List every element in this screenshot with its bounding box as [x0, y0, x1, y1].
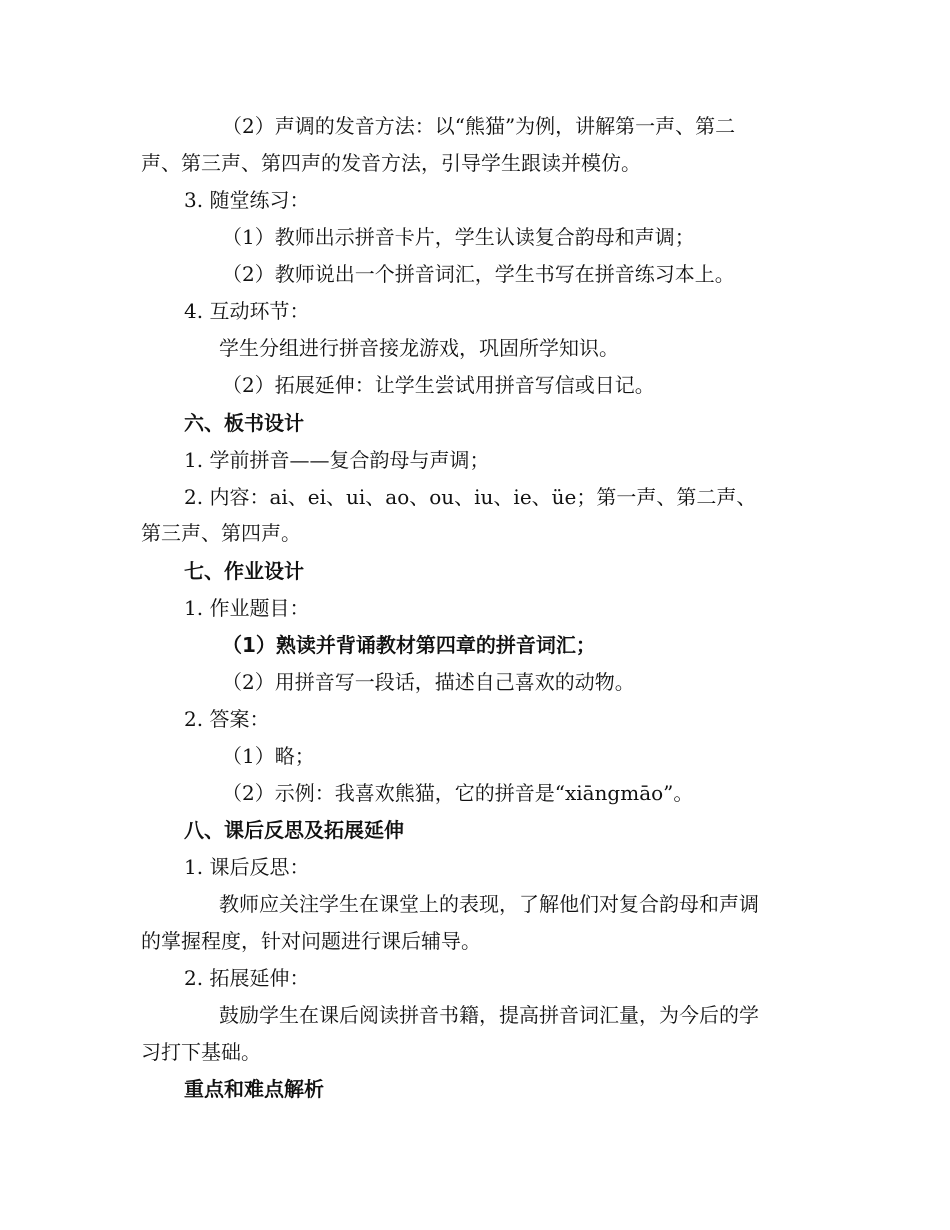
list-item-heading: 1. 作业题目： [184, 596, 310, 620]
paragraph-line: （2）拓展延伸：让学生尝试用拼音写信或日记。 [222, 373, 655, 397]
paragraph-line: 习打下基础。 [141, 1040, 261, 1064]
paragraph-line: 第三声、第四声。 [141, 521, 301, 545]
section-heading: 八、课后反思及拓展延伸 [184, 818, 404, 842]
paragraph-line: 声、第三声、第四声的发音方法，引导学生跟读并模仿。 [141, 151, 641, 175]
paragraph-line: 的掌握程度，针对问题进行课后辅导。 [141, 929, 481, 953]
paragraph-line: 学生分组进行拼音接龙游戏，巩固所学知识。 [219, 336, 619, 360]
list-item: 2. 内容：ai、ei、ui、ao、ou、iu、ie、üe；第一声、第二声、 [184, 485, 757, 509]
paragraph-line: （1）教师出示拼音卡片，学生认读复合韵母和声调； [222, 225, 695, 249]
bold-paragraph-line: （1）熟读并背诵教材第四章的拼音词汇； [222, 633, 596, 657]
section-heading: 六、板书设计 [184, 411, 304, 435]
paragraph-line: 教师应关注学生在课堂上的表现，了解他们对复合韵母和声调 [219, 892, 759, 916]
list-item-heading: 2. 答案： [184, 707, 270, 731]
list-item-heading: 4. 互动环节： [184, 299, 310, 323]
paragraph-line: （2）示例：我喜欢熊猫，它的拼音是“xiāngmāo”。 [222, 781, 694, 805]
paragraph-line: （2）声调的发音方法：以“熊猫”为例，讲解第一声、第二 [222, 114, 736, 138]
section-heading: 七、作业设计 [184, 559, 304, 583]
paragraph-line: （1）略； [222, 744, 315, 768]
list-item-heading: 3. 随堂练习： [184, 188, 310, 212]
list-item-heading: 2. 拓展延伸： [184, 966, 310, 990]
paragraph-line: （2）教师说出一个拼音词汇，学生书写在拼音练习本上。 [222, 262, 735, 286]
section-heading: 重点和难点解析 [184, 1077, 324, 1101]
list-item: 1. 学前拼音——复合韵母与声调； [184, 448, 490, 472]
list-item-heading: 1. 课后反思： [184, 855, 310, 879]
paragraph-line: （2）用拼音写一段话，描述自己喜欢的动物。 [222, 670, 635, 694]
paragraph-line: 鼓励学生在课后阅读拼音书籍，提高拼音词汇量，为今后的学 [219, 1003, 759, 1027]
